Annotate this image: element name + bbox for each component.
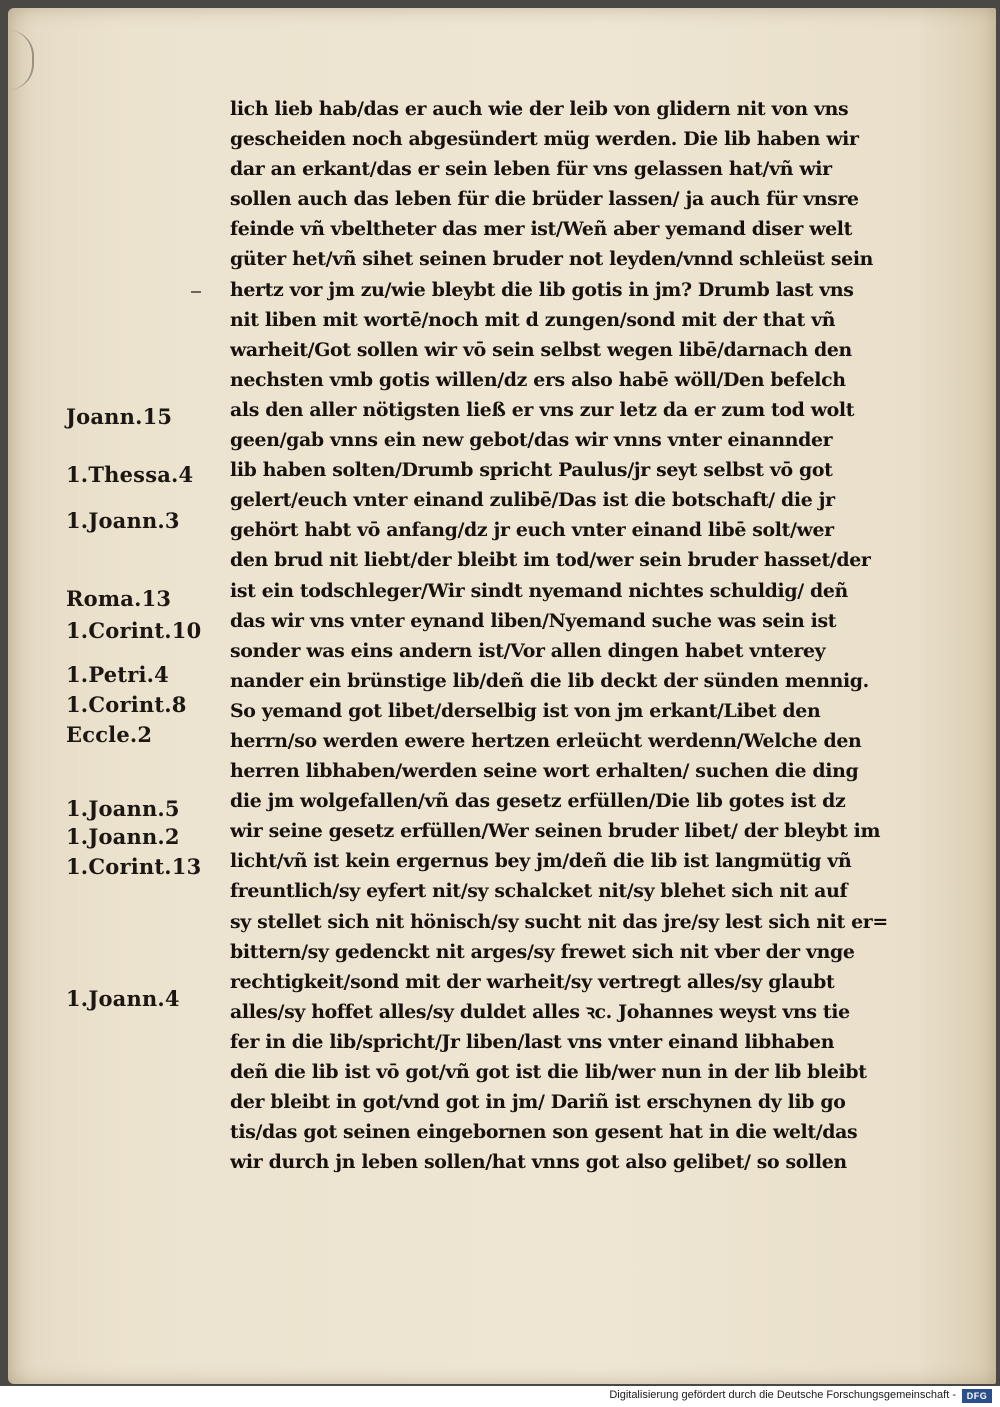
book-page bbox=[8, 8, 996, 1384]
text-line: sonder was eins andern ist/Vor allen dingen habet vnterey bbox=[230, 639, 826, 662]
text-line: feinde vñ vbeltheter das mer ist/Weñ aber yemand diser welt bbox=[230, 218, 852, 241]
margin-reference: 1.Thessa.4 bbox=[66, 462, 194, 487]
funding-credit: Digitalisierung gefördert durch die Deutsche Forschungsgemeinschaft - bbox=[609, 1389, 956, 1401]
text-line: wir durch jn leben sollen/hat vnns got also gelibet/ so sollen bbox=[230, 1151, 847, 1174]
footer-bar bbox=[0, 1386, 1000, 1407]
dfg-logo: DFG bbox=[962, 1389, 992, 1403]
text-line: hertz vor jm zu/wie bleybt die lib gotis in jm? Drumb last vns bbox=[230, 278, 854, 301]
margin-reference: 1.Joann.5 bbox=[66, 796, 180, 821]
margin-reference: Eccle.2 bbox=[66, 722, 153, 747]
main-text-block bbox=[230, 94, 946, 1177]
margin-reference: 1.Corint.10 bbox=[66, 618, 202, 643]
text-line: lich lieb hab/das er auch wie der leib von glidern nit von vns bbox=[230, 98, 849, 120]
margin-reference: 1.Joann.2 bbox=[66, 824, 180, 849]
text-line: nechsten vmb gotis willen/dz ers also habē wöll/Den befelch bbox=[230, 368, 846, 391]
text-line: gescheiden noch abgesündert müg werden. Die lib haben wir bbox=[230, 128, 859, 151]
text-line: herrn/so werden ewere hertzen erleücht werdenn/Welche den bbox=[230, 729, 862, 752]
text-line: alles/sy hoffet alles/sy duldet alles ꝛc. Johannes weyst vns tie bbox=[230, 1000, 850, 1023]
margin-reference: 1.Corint.8 bbox=[66, 692, 187, 717]
text-line: fer in die lib/spricht/Jr liben/last vns vnter einand libhaben bbox=[230, 1030, 835, 1053]
text-line: die jm wolgefallen/vñ das gesetz erfüllen/Die lib gotes ist dz bbox=[230, 790, 846, 813]
margin-reference: 1.Petri.4 bbox=[66, 662, 169, 687]
margin-reference: 1.Joann.3 bbox=[66, 508, 180, 533]
text-line: So yemand got libet/derselbig ist von jm erkant/Libet den bbox=[230, 699, 821, 722]
text-line: deñ die lib ist vō got/vñ got ist die lib/wer nun in der lib bleibt bbox=[230, 1061, 867, 1083]
text-line: tis/das got seinen eingebornen son gesent hat in die welt/das bbox=[230, 1121, 858, 1144]
text-line: ist ein todschleger/Wir sindt nyemand nichtes schuldig/ deñ bbox=[230, 579, 848, 602]
margin-reference: 1.Corint.13 bbox=[66, 854, 202, 879]
text-line: licht/vñ ist kein ergernus bey jm/deñ die lib ist langmütig vñ bbox=[230, 850, 852, 873]
margin-reference: Roma.13 bbox=[66, 586, 172, 611]
text-line: bittern/sy gedenckt nit arges/sy frewet sich nit vber der vnge bbox=[230, 940, 855, 963]
text-line: freuntlich/sy eyfert nit/sy schalcket nit/sy blehet sich nit auf bbox=[230, 880, 848, 903]
text-line: gelert/euch vnter einand zulibē/Das ist die botschaft/ die jr bbox=[230, 489, 835, 512]
text-line: wir seine gesetz erfüllen/Wer seinen bruder libet/ der bleybt im bbox=[230, 820, 881, 843]
text-line: lib haben solten/Drumb spricht Paulus/jr seyt selbst vō got bbox=[230, 459, 833, 482]
text-line: der bleibt in got/vnd got in jm/ Dariñ ist erschynen dy lib go bbox=[230, 1091, 846, 1114]
text-line: dar an erkant/das er sein leben für vns gelassen hat/vñ wir bbox=[230, 158, 832, 181]
text-line: das wir vns vnter eynand liben/Nyemand suche was sein ist bbox=[230, 609, 837, 632]
margin-reference: 1.Joann.4 bbox=[66, 986, 180, 1011]
text-line: nit liben mit wortē/noch mit d zungen/sond mit der that vñ bbox=[230, 308, 836, 331]
text-line: als den aller nötigsten ließ er vns zur letz da er zum tod wolt bbox=[230, 398, 855, 421]
margin-references bbox=[8, 8, 238, 1384]
margin-reference: Joann.15 bbox=[66, 404, 173, 429]
text-line: geen/gab vnns ein new gebot/das wir vnns vnter einannder bbox=[230, 429, 833, 452]
text-line: den brud nit liebt/der bleibt im tod/wer sein bruder hasset/der bbox=[230, 549, 871, 572]
text-line: rechtigkeit/sond mit der warheit/sy vertregt alles/sy glaubt bbox=[230, 970, 835, 993]
text-line: sy stellet sich nit hönisch/sy sucht nit das jre/sy lest sich nit er= bbox=[230, 910, 888, 933]
text-line: sollen auch das leben für die brüder lassen/ ja auch für vnsre bbox=[230, 188, 859, 211]
text-line: güter het/vñ sihet seinen bruder not leyden/vnnd schleüst sein bbox=[230, 248, 874, 271]
text-line: gehört habt vō anfang/dz jr euch vnter einand libē solt/wer bbox=[230, 519, 834, 542]
text-line: nander ein brünstige lib/deñ die lib deckt der sünden mennig. bbox=[230, 669, 869, 692]
text-line: herren libhaben/werden seine wort erhalten/ suchen die ding bbox=[230, 760, 859, 783]
text-line: warheit/Got sollen wir vō sein selbst wegen libē/darnach den bbox=[230, 338, 852, 361]
